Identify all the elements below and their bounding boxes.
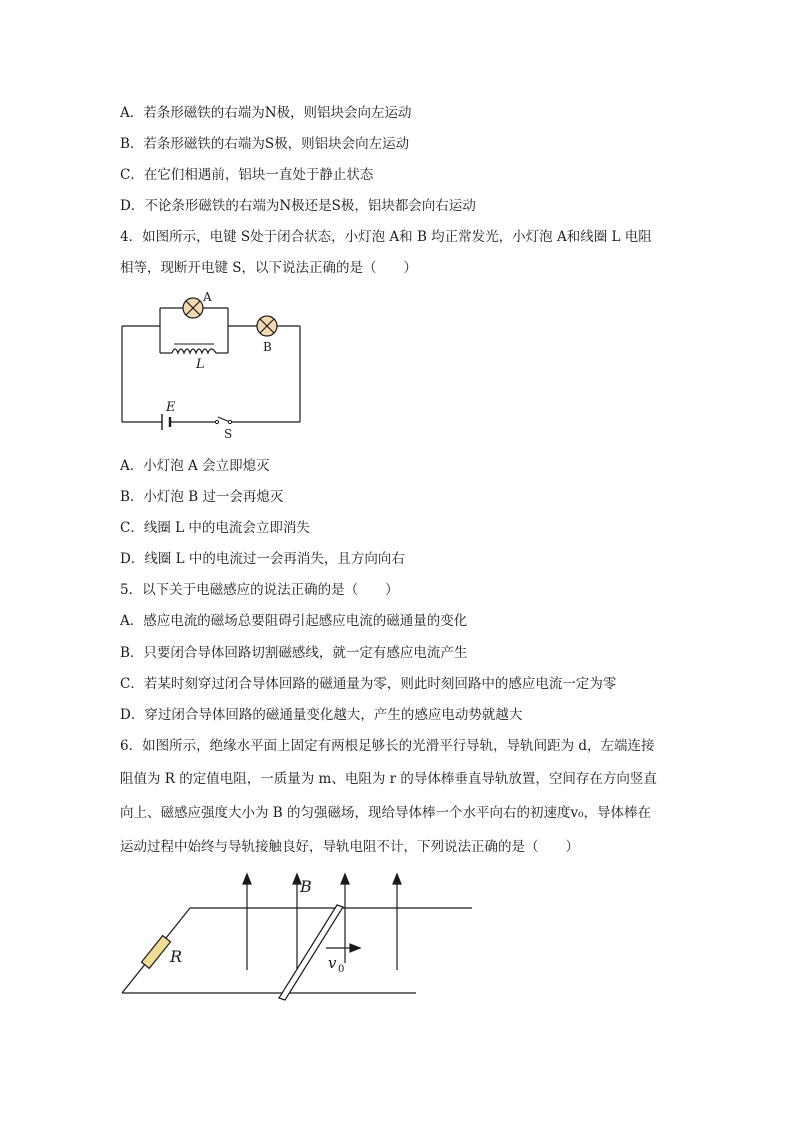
q6-rail-diagram — [110, 868, 490, 1008]
q4-circuit-diagram — [112, 286, 312, 446]
q3-option-a: A．若条形磁铁的右端为N极，则铝块会向左运动 — [120, 105, 412, 121]
q6-stem-line4: 运动过程中始终与导轨接触良好，导轨电阻不计，下列说法正确的是（ ） — [120, 839, 579, 855]
coil-icon — [172, 349, 216, 353]
velocity-arrow-icon — [326, 944, 360, 952]
q6-stem-line1: 6．如图所示，绝缘水平面上固定有两根足够长的光滑平行导轨，导轨间距为 d，左端连接 — [120, 738, 655, 754]
source-label: E — [166, 400, 176, 415]
field-label: B — [300, 877, 312, 896]
q3-option-d: D．不论条形磁铁的右端为N极还是S极，铝块都会向右运动 — [120, 198, 476, 214]
q4-stem-line2: 相等，现断开电键 S，以下说法正确的是（ ） — [120, 260, 418, 276]
lamp-a-icon — [183, 298, 203, 318]
q5-option-a: A．感应电流的磁场总要阻碍引起感应电流的磁通量的变化 — [120, 613, 468, 629]
resistor-icon — [141, 936, 170, 969]
q5-option-d: D．穿过闭合导体回路的磁通量变化越大，产生的感应电动势就越大 — [120, 707, 523, 723]
switch-label: S — [224, 427, 233, 441]
q3-option-b: B．若条形磁铁的右端为S极，则铝块会向左运动 — [120, 136, 410, 152]
q6-stem-line2: 阻值为 R 的定值电阻，一质量为 m、电阻为 r 的导体棒垂直导轨放置，空间存在方向竖直 — [120, 771, 657, 787]
q3-option-c: C．在它们相遇前，铝块一直处于静止状态 — [120, 167, 374, 183]
q4-option-c: C．线圈 L 中的电流会立即消失 — [120, 520, 310, 536]
conductor-rod-icon — [279, 905, 343, 1000]
battery-icon — [162, 414, 170, 430]
q6-stem-line3: 向上、磁感应强度大小为 B 的匀强磁场，现给导体棒一个水平向右的初速度v₀，导体棒在 — [120, 805, 652, 821]
q5-option-c: C．若某时刻穿过闭合导体回路的磁通量为零，则此时刻回路中的感应电流一定为零 — [120, 676, 617, 692]
lamp-b-icon — [257, 316, 277, 336]
q4-option-d: D．线圈 L 中的电流过一会再消失，且方向向右 — [120, 551, 405, 567]
q4-option-b: B．小灯泡 B 过一会再熄灭 — [120, 489, 284, 505]
resistor-label: R — [170, 947, 183, 966]
q5-stem: 5．以下关于电磁感应的说法正确的是（ ） — [120, 582, 399, 598]
velocity-subscript: 0 — [338, 964, 345, 975]
field-arrows-icon — [243, 874, 401, 980]
velocity-label: v — [328, 954, 337, 972]
q4-option-a: A．小灯泡 A 会立即熄灭 — [120, 458, 270, 474]
q4-stem-line1: 4．如图所示，电键 S处于闭合状态，小灯泡 A和 B 均正常发光，小灯泡 A和线圈 L 电阻 — [120, 229, 652, 245]
lamp-b-label: B — [263, 340, 272, 354]
lamp-a-label: A — [203, 290, 212, 304]
coil-label: L — [196, 357, 205, 372]
q5-option-b: B．只要闭合导体回路切割磁感线，就一定有感应电流产生 — [120, 645, 468, 661]
